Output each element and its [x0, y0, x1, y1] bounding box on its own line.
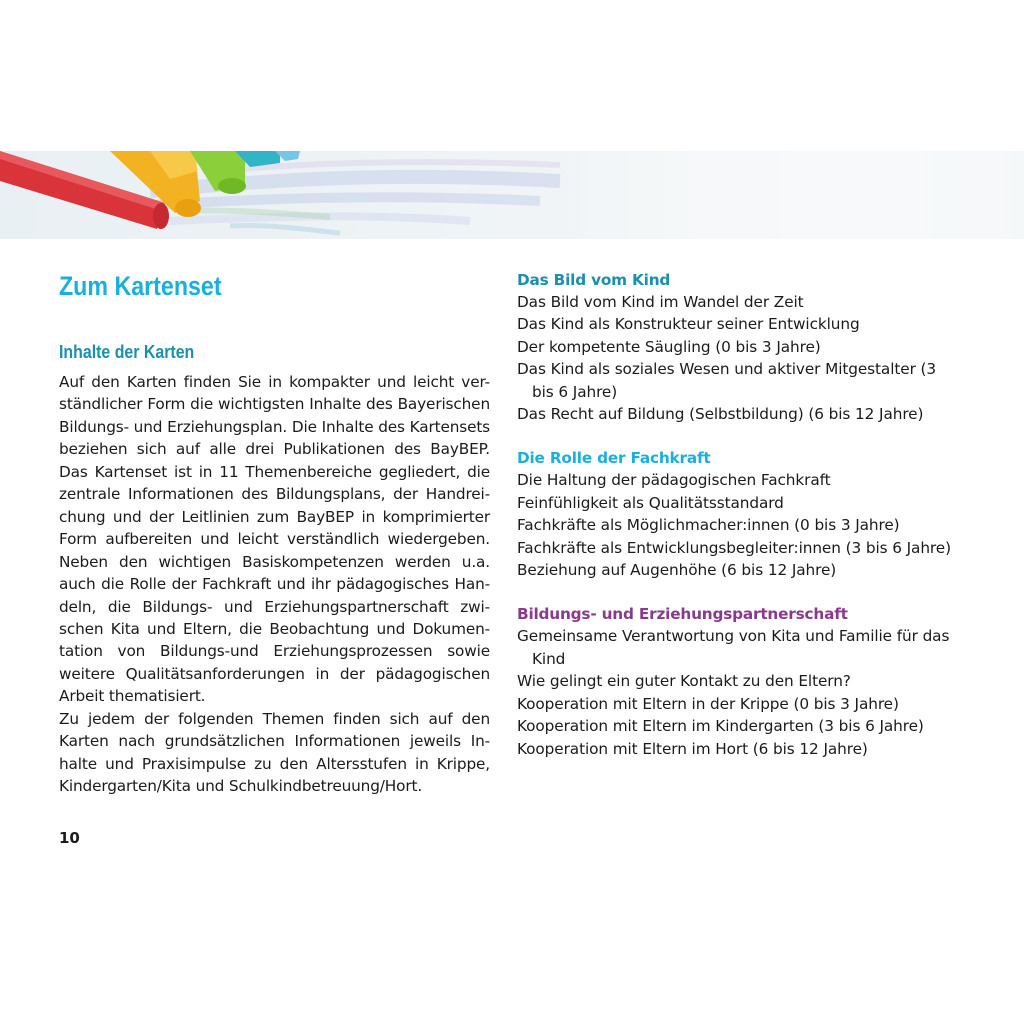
topic-item: Das Recht auf Bildung (Selbstbildung) (6 bis 12 Jahre) — [517, 405, 924, 424]
topic-item: Das Bild vom Kind im Wandel der Zeit — [517, 293, 804, 311]
chalk-banner-image — [0, 151, 1024, 239]
body-line: tation von Bildungs-und Erziehungsprozessen sowie — [59, 642, 490, 661]
section-title: Die Rolle der Fachkraft — [517, 449, 711, 468]
topic-section — [517, 447, 957, 581]
body-line: weitere Qualitätsanforderungen in der pädagogischen — [59, 664, 490, 683]
topic-item: Der kompetente Säugling (0 bis 3 Jahre) — [517, 337, 821, 356]
topic-item: Kooperation mit Eltern im Kindergarten (3 bis 6 Jahre) — [517, 717, 924, 736]
body-line: ständlicher Form die wichtigsten Inhalte des Bayerischen — [59, 395, 490, 414]
page-number: 10 — [59, 829, 80, 847]
section-title: Das Bild vom Kind — [517, 271, 671, 289]
topic-item: Das Kind als Konstrukteur seiner Entwicklung — [517, 315, 860, 334]
body-line: Neben den wichtigen Basiskompetenzen werden u.a. — [59, 552, 490, 571]
body-line: beziehen sich auf alle drei Publikationen des BayBEP. — [59, 440, 490, 459]
topic-list — [517, 469, 957, 581]
topic-item: Das Kind als soziales Wesen und aktiver Mitgestalter (3 bis 6 Jahre) — [517, 360, 937, 401]
left-column — [59, 268, 490, 798]
body-line: Form aufbereiten und leicht verständlich wiedergeben. — [59, 530, 490, 549]
topic-item: Wie gelingt ein guter Kontakt zu den Eltern? — [517, 672, 851, 691]
topic-item: Gemeinsame Verantwortung von Kita und Familie für das Kind — [517, 627, 950, 668]
topic-item: Feinfühligkeit als Qualitätsstandard — [517, 493, 784, 512]
body-line: chung und der Leitlinien zum BayBEP in komprimierter — [59, 507, 490, 526]
topic-section — [517, 603, 957, 759]
body-line: Karten nach grundsätzlichen Informationen jeweils In- — [59, 732, 490, 751]
body-paragraph — [59, 371, 490, 798]
topic-list — [517, 291, 957, 425]
topic-item: Die Haltung der pädagogischen Fachkraft — [517, 471, 831, 490]
page-title: Zum Kartenset — [59, 271, 222, 301]
topic-item: Beziehung auf Augenhöhe (6 bis 12 Jahre) — [517, 561, 837, 580]
body-line: Zu jedem der folgenden Themen finden sich auf den — [59, 709, 490, 728]
body-line: Arbeit thematisiert. — [59, 687, 206, 706]
topic-item: Kooperation mit Eltern in der Krippe (0 bis 3 Jahre) — [517, 694, 899, 713]
subsection-title: Inhalte der Karten — [59, 341, 195, 362]
topic-item: Fachkräfte als Entwicklungsbegleiter:innen (3 bis 6 Jahre) — [517, 538, 951, 557]
body-line: deln, die Bildungs- und Erziehungspartnerschaft zwi- — [59, 597, 490, 616]
body-line: auch die Rolle der Fachkraft und ihr pädagogisches Han- — [59, 575, 490, 594]
topic-list — [517, 625, 957, 759]
body-line: Auf den Karten finden Sie in kompakter und leicht ver- — [59, 373, 490, 391]
topic-item: Fachkräfte als Möglichmacher:innen (0 bis 3 Jahre) — [517, 516, 900, 535]
body-line: halte und Praxisimpulse zu den Altersstufen in Krippe, — [59, 754, 490, 773]
topic-item: Kooperation mit Eltern im Hort (6 bis 12 Jahre) — [517, 739, 868, 758]
body-line: Das Kartenset ist in 11 Themenbereiche gegliedert, die — [59, 462, 490, 481]
right-column — [517, 269, 957, 782]
chalk-illustration — [0, 151, 1024, 239]
topic-section — [517, 269, 957, 425]
body-line: Kindergarten/Kita und Schulkindbetreuung/Hort. — [59, 777, 423, 796]
body-line: zentrale Informationen des Bildungsplans, der Handrei- — [59, 485, 490, 504]
body-line: Bildungs- und Erziehungsplan. Die Inhalte des Kartensets — [59, 417, 490, 436]
body-line: schen Kita und Eltern, die Beobachtung und Dokumen- — [59, 619, 490, 638]
section-title: Bildungs- und Erziehungspartnerschaft — [517, 605, 848, 624]
